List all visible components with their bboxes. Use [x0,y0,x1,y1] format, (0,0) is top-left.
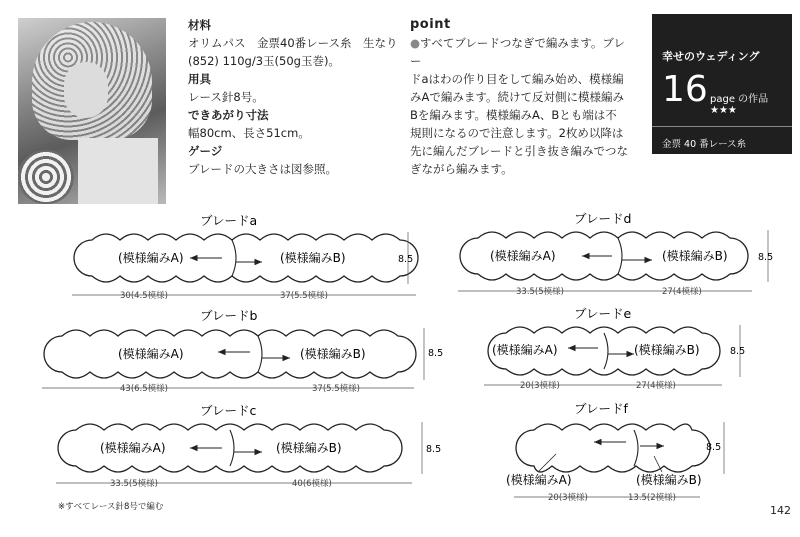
braid-c-dim-a: 33.5(5模様) [110,479,158,489]
badge-number: 16 [662,69,708,110]
braid-f [506,401,724,503]
braid-d-height: 8.5 [758,252,774,263]
point-line-1: すべてブレードつなぎで編みます。ブレー [410,36,625,68]
braid-d [458,211,773,297]
point-line-2: ドaはわの作り目をして編み始め、模様編 [410,72,624,86]
braid-c-label-a: (模様編みA) [100,441,166,455]
braid-c-dim-b: 40(6模様) [292,479,332,489]
page-number: 142 [770,504,791,517]
braid-a-dim-a: 30(4.5模様) [120,291,168,301]
point-heading: point [410,17,451,32]
braid-a-dim-b: 37(5.5模様) [280,291,328,301]
braid-f-label-a: (模様編みA) [506,473,572,487]
braid-e-label-a: (模様編みA) [492,343,558,357]
braid-d-label-b: (模様編みB) [662,249,728,263]
braid-b [42,308,443,394]
braid-a [72,213,418,301]
footnote: ※すべてレース針8号で編む [58,502,164,512]
braid-c [56,403,441,489]
material-heading: 材料 [188,18,211,32]
size-heading: できあがり寸法 [188,108,269,122]
braid-e-title: ブレードe [574,306,632,321]
tools-text: レース針8号。 [188,90,264,104]
braid-e [484,306,745,391]
braid-a-label-b: (模様編みB) [280,251,346,265]
braid-e-label-b: (模様編みB) [634,343,700,357]
braid-d-dim-a: 33.5(5模様) [516,287,564,297]
braid-f-title: ブレードf [574,401,628,416]
braid-a-height: 8.5 [398,254,414,265]
braid-e-dim-a: 20(3模様) [520,381,560,391]
braid-e-dim-b: 27(4模様) [636,381,676,391]
braid-d-title: ブレードd [574,211,632,226]
braid-b-title: ブレードb [200,308,258,323]
braid-d-label-a: (模様編みA) [490,249,556,263]
braid-c-height: 8.5 [426,444,442,455]
badge-page-text: page の作品 ★★★ [710,94,769,116]
size-text: 幅80cm、長さ51cm。 [188,126,310,140]
bullet-icon: ● [410,36,421,50]
braid-b-height: 8.5 [428,348,444,359]
point-line-5: 規則になるので注意します。2枚め以降は [410,126,624,140]
gauge-heading: ゲージ [188,144,223,158]
braid-f-dim-b: 13.5(2模様) [628,493,676,503]
braid-c-label-b: (模様編みB) [276,441,342,455]
braid-f-label-b: (模様編みB) [636,473,702,487]
badge-yarn: 金票 40 番レース糸 [662,139,747,150]
braid-a-title: ブレードa [200,213,258,228]
point-line-7: ぎながら編みます。 [410,162,513,176]
tools-heading: 用具 [188,72,211,86]
gauge-text: ブレードの大きさは図参照。 [188,162,338,176]
braid-e-height: 8.5 [730,346,746,357]
braid-b-label-b: (模様編みB) [300,347,366,361]
braid-f-dim-a: 20(3模様) [548,493,588,503]
braid-f-height: 8.5 [706,442,722,453]
braid-b-label-a: (模様編みA) [118,347,184,361]
braid-a-label-a: (模様編みA) [118,251,184,265]
point-line-6: 先に編んだブレードと引き抜き編みでつな [410,144,629,158]
badge-title: 幸せのウェディング [662,50,760,63]
braid-c-title: ブレードc [200,403,257,418]
material-line-2: (852) 110g/3玉(50g玉巻)。 [188,54,340,68]
material-line-1: オリムパス 金票40番レース糸 生なり [188,36,398,50]
braid-b-dim-b: 37(5.5模様) [312,384,360,394]
braid-b-dim-a: 43(6.5模様) [120,384,168,394]
braid-d-dim-b: 27(4模様) [662,287,702,297]
point-line-3: みAで編みます。続けて反対側に模様編み [410,90,624,104]
point-line-4: Bを編みます。模様編みA、Bとも端は不 [410,108,617,122]
